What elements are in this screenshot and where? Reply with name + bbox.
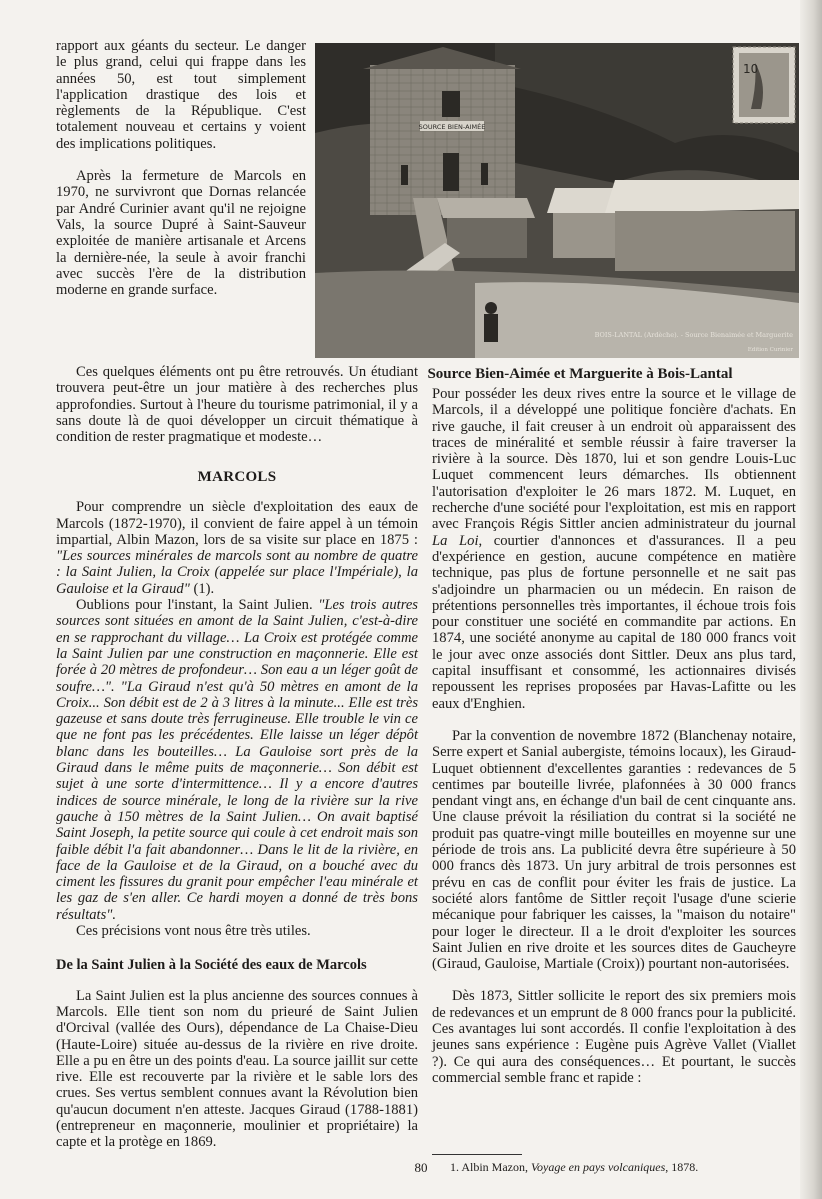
- photo-caption: Source Bien-Aimée et Marguerite à Bois-Lantal: [427, 366, 733, 382]
- right-column: [432, 386, 796, 1086]
- right-paragraph-2: Par la convention de novembre 1872 (Blanchenay notaire, Serre expert et Sanial aubergiste, témoins locaux), les Giraud-Luquet obtiennent d'excellentes garanties : redevances de 5 centimes par bouteille livrée, plafonnées à 30 000 francs pendant vingt ans, en échange d'un bail de cent cinquante ans. Une clause prévoit la résiliation du contrat si la société ne produit pas quatre-vingt mille bouteilles en moyenne sur une période de trois ans. La publicité devra être supérieure à 50 000 francs dès 1873. Un jury arbitral de trois personnes est prévu en cas de conflit pour éviter les frais de justice. La société alors fantôme de Sittler reçoit l'usage d'une scierie mécanique pour fabriquer les caisses, la "maison du notaire" pour loger le directeur. Il a le droit d'exploiter les sources Saint Julien en rive droite et les sources dites de Gaucheyre (Giraud, Gauloise, Martiale (Croix)) pourtant non-autorisées.: [432, 727, 796, 973]
- right-paragraph-3: Dès 1873, Sittler sollicite le report des six premiers mois de redevances et un emprunt de 8 000 francs pour la publicité. Ces avantages lui sont accordés. Il confie l'exploitation à des jeunes sans expérience : Eugène puis Agrève Vallet (Viallet ?). Ce qui aura des conséquences… Et pourtant, le succès commercial semble franc et rapide :: [432, 988, 796, 1086]
- page-number-text: 80: [414, 1160, 428, 1175]
- footnote-year: , 1878.: [665, 1160, 699, 1174]
- subsection-heading: De la Saint Julien à la Société des eaux de Marcols: [56, 957, 367, 974]
- page-edge: [800, 0, 822, 1199]
- p1-end: (1).: [189, 580, 215, 597]
- footnote-title: Voyage en pays volcaniques: [531, 1160, 666, 1174]
- footnote-rule: [432, 1154, 522, 1155]
- postcard-publisher: Edition Curinier: [747, 347, 793, 353]
- intro-column-continued: [56, 364, 418, 445]
- historic-photograph: [315, 43, 799, 358]
- intro-column: [56, 38, 306, 298]
- p2-quote: "Les trois autres sources sont situées en amont de la Saint Julien, c'est-à-dire en se rapprochant du village… La Croix est protégée comme la Saint Julien par une construction en maçonnerie. Elle est forée à 20 mètres de profondeur… Son eau a un léger goût de soufre…". "La Giraud n'est qu'à 50 mètres en amont de la Croix... Son débit est de 2 à 3 litres à la minute... Elle est très gazeuse et sans doute très ferrugineuse. Elle trouble le vin ce que ne font pas les précédentes. Elle laisse un léger dépôt blanc dans les bouteilles… La Gauloise sort près de la Giraud dans le même puits de maçonnerie… Son débit est sujet à une sorte d'intermittence… Il y a encore d'autres indices de source minérale, le long de la rivière sur la rive gauche à 150 mètres de la Saint Julien… On avait baptisé Saint Joseph, la petite source qui coule à cet endroit mais son faible débit l'a fait abandonner… Dans le lit de la rivière, en face de la Gauloise et de la Giraud, on a bouché avec du ciment les fissures du granit pour empêcher l'eau minérale et les gaz de s'en aller. Ce hardi moyen a donné de très bons résultats".: [56, 597, 418, 923]
- r1-text-b: , courtier d'annonces et d'assurances. Il a peu d'expérience en gestion, aucune compétence en matière technique, pas plus de fortune personnelle et ne sait pas s'adjoindre un pharmacien ou un médecin. En raison de prétentions personnelles très importantes, il échoue trois fois pour constituer une société en commandite par actions. En 1874, une société anonyme au capital de 180 000 francs voit le jour avec onze associés dont Sittler. Deux ans plus tard, capital insuffisant et consommé, les actionnaires divisés repoussent les reprises proposées par Havas-Lafitte ou les eaux d'Enghien.: [432, 532, 797, 712]
- left-paragraph-1: [56, 499, 418, 597]
- p1-text: Pour comprendre un siècle d'exploitation des eaux de Marcols (1872-1970), il convient de faire appel à un témoin impartial, Albin Mazon, lors de sa visite sur place en 1875 :: [56, 499, 418, 548]
- journal-title: La Loi: [432, 532, 479, 549]
- left-column: [56, 455, 418, 1151]
- photo-illustration: [315, 43, 799, 358]
- section-heading-marcols: MARCOLS: [197, 469, 277, 485]
- page-number: [0, 1160, 822, 1176]
- intro-paragraph-1: rapport aux géants du secteur. Le danger le plus grand, celui qui frappe dans les années 50, est tout simplement l'application drastique des lois et règlements de la République. C'est totalement nouveau et certains y voient des implications politiques.: [56, 38, 306, 152]
- r1-text-a: Pour posséder les deux rives entre la source et le village de Marcols, il a développé une politique foncière d'achats. En rive gauche, il fait creuser à un endroit où apparaissent des traces de minéralité et semble réussir à faire traverser la rivière à la source. Dès 1870, lui et son gendre Louis-Luc Luquet commencent leurs démarches. Ils obtiennent l'autorisation d'exploiter le 26 mars 1872. M. Luquet, en recherche d'une société pour l'exploitation, est mis en rapport avec François Régis Sittler ancien administrateur du journal: [432, 386, 796, 533]
- stamp-value: 10: [743, 62, 759, 76]
- left-paragraph-2: [56, 597, 418, 923]
- p2-text: Oublions pour l'instant, la Saint Julien.: [76, 597, 319, 614]
- left-paragraph-4: La Saint Julien est la plus ancienne des sources connues à Marcols. Elle tient son nom du prieuré de Saint Julien d'Orcival (vallée des Ours), dépendance de La Chaise-Dieu (Haute-Loire) située au-dessus de la rivière en rive droite. Elle a pu en être un des points d'eau. La source jaillit sur cette rive. Elle est recouverte par la rivière et le sable lors des crues. Ses vertus semblent connues avant la Révolution bien qu'aucun document n'en atteste. Jacques Giraud (1788-1881) (entrepreneur en maçonnerie, moulinier et propriétaire) la capte et la protège en 1869.: [56, 987, 418, 1151]
- left-paragraph-3: Ces précisions vont nous être très utiles.: [76, 923, 311, 940]
- footnote-number: 1. Albin Mazon,: [450, 1160, 531, 1174]
- intro-paragraph-3: Ces quelques éléments ont pu être retrouvés. Un étudiant trouvera peut-être un jour matière à des recherches plus approfondies. Surtout à l'heure du tourisme patrimonial, il y a sans doute là de quoi développer un circuit thématique à condition de rester pragmatique et modeste…: [56, 364, 418, 446]
- p1-quote: "Les sources minérales de marcols sont au nombre de quatre : la Saint Julien, la Croix (appelée sur place l'Impériale), la Gauloise et la Giraud": [56, 548, 418, 597]
- right-paragraph-1: [432, 386, 796, 712]
- postcard-caption: BOIS-LANTAL (Ardèche). - Source Bienaimée et Marguerite: [594, 331, 793, 339]
- building-sign: SOURCE BIEN-AIMÉE: [418, 123, 486, 131]
- intro-paragraph-2: Après la fermeture de Marcols en 1970, ne survivront que Dornas relancée par André Curinier avant qu'il ne rejoigne Vals, la source Dupré à Saint-Sauveur exploitée de manière artisanale et Arcens la dernière-née, la seule à avoir franchi avec succès l'ère de la distribution moderne en grande surface.: [56, 168, 306, 299]
